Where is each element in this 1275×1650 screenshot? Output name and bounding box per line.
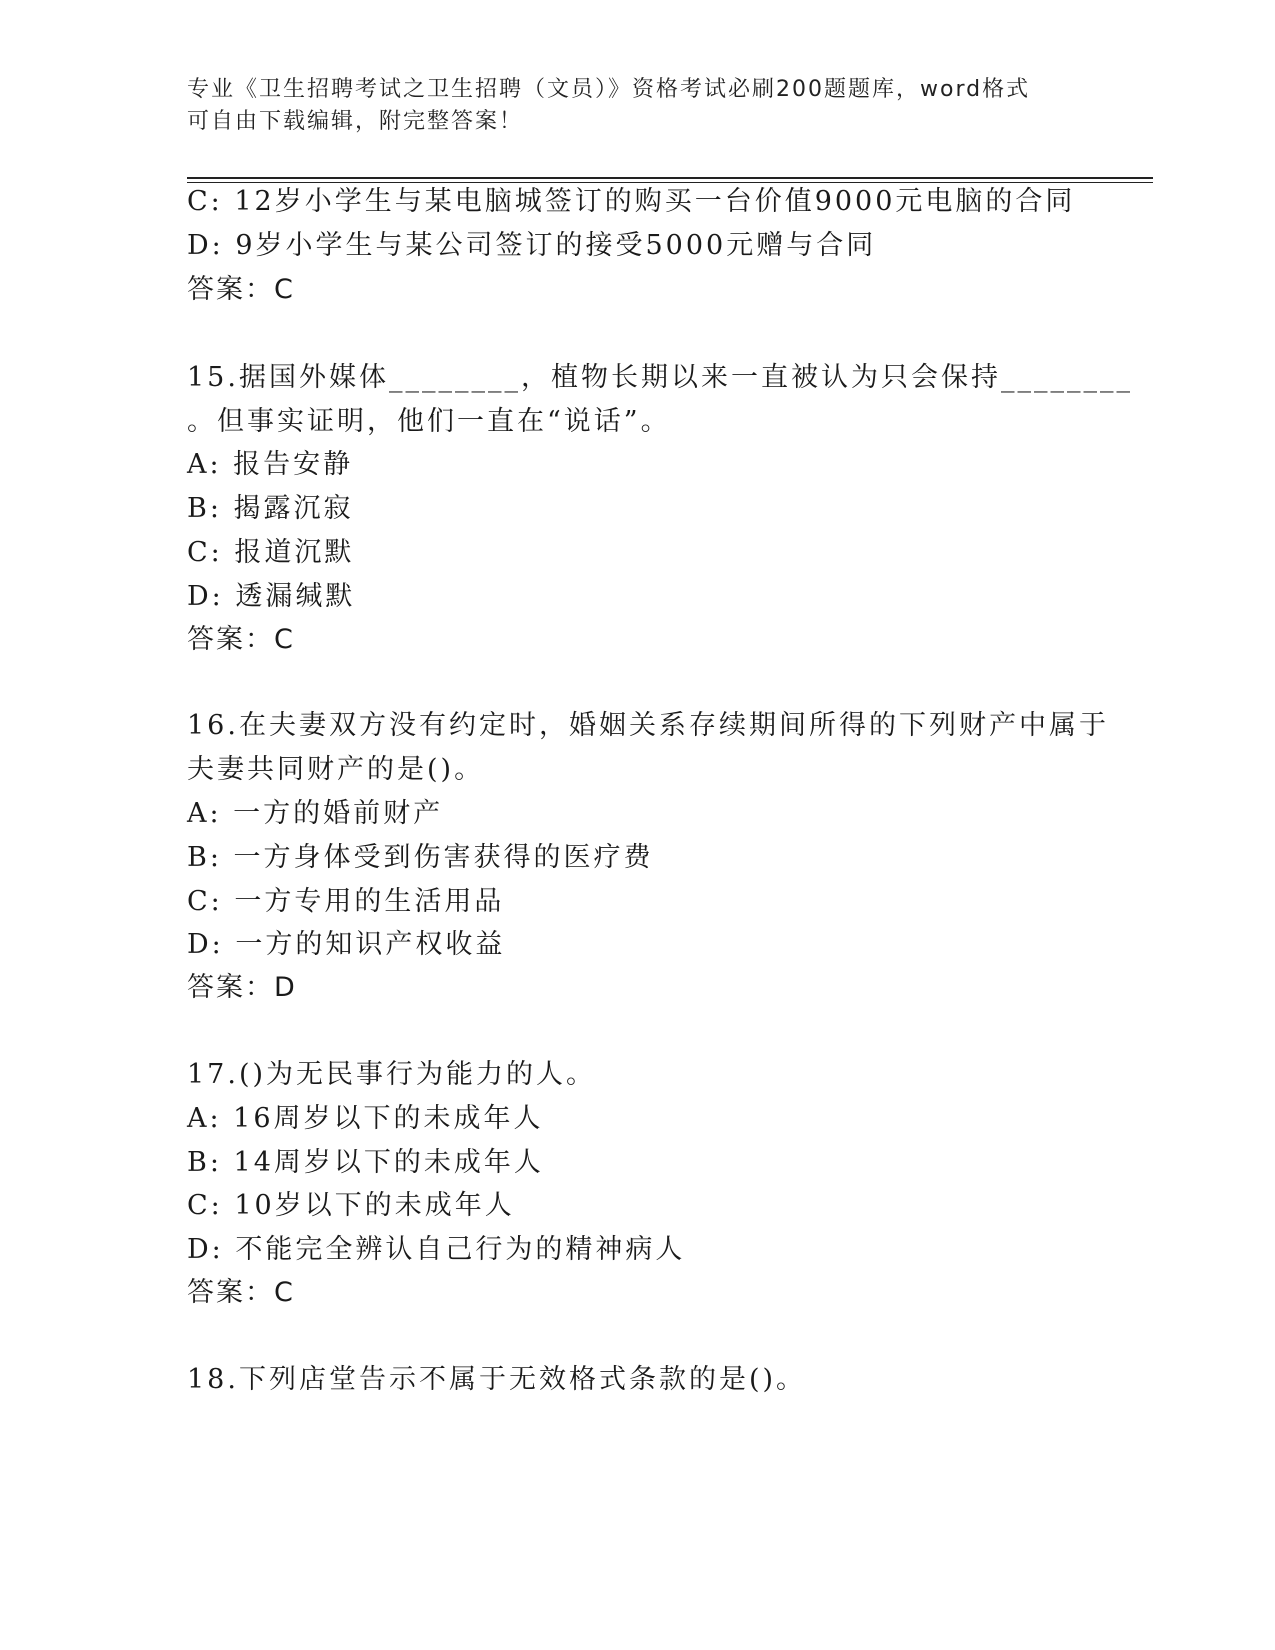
option-b: B: 一方身体受到伤害获得的医疗费 bbox=[187, 842, 654, 873]
option-c: C: 12岁小学生与某电脑城签订的购买一台价值9000元电脑的合同 bbox=[187, 186, 1076, 217]
answer: 答案：C bbox=[187, 624, 295, 655]
option-a: A: 报告安静 bbox=[187, 449, 354, 480]
option-c: C: 一方专用的生活用品 bbox=[187, 886, 505, 917]
option-d: D: 9岁小学生与某公司签订的接受5000元赠与合同 bbox=[187, 230, 877, 261]
option-b: B: 揭露沉寂 bbox=[187, 493, 354, 524]
question-stem-continued: 夫妻共同财产的是()。 bbox=[187, 754, 485, 785]
answer: 答案：C bbox=[187, 1277, 295, 1308]
header-title-line-2: 可自由下载编辑，附完整答案！ bbox=[187, 109, 524, 134]
question-stem: 16.在夫妻双方没有约定时，婚姻关系存续期间所得的下列财产中属于 bbox=[187, 710, 1109, 741]
question-stem: 15.据国外媒体________，植物长期以来一直被认为只会保持________ bbox=[187, 362, 1133, 393]
page-header bbox=[187, 74, 1087, 138]
question-stem: 18.下列店堂告示不属于无效格式条款的是()。 bbox=[187, 1364, 807, 1395]
option-c: C: 10岁以下的未成年人 bbox=[187, 1190, 515, 1221]
question-stem: 17.()为无民事行为能力的人。 bbox=[187, 1059, 597, 1090]
header-divider bbox=[187, 177, 1153, 183]
option-c: C: 报道沉默 bbox=[187, 537, 355, 568]
answer: 答案：C bbox=[187, 274, 295, 305]
option-a: A: 16周岁以下的未成年人 bbox=[187, 1103, 544, 1134]
option-b: B: 14周岁以下的未成年人 bbox=[187, 1147, 544, 1178]
option-d: D: 不能完全辨认自己行为的精神病人 bbox=[187, 1234, 686, 1265]
question-stem-continued: 。但事实证明，他们一直在“说话”。 bbox=[187, 406, 671, 437]
option-a: A: 一方的婚前财产 bbox=[187, 798, 444, 829]
option-d: D: 透漏缄默 bbox=[187, 581, 356, 612]
answer: 答案：D bbox=[187, 972, 297, 1003]
option-d: D: 一方的知识产权收益 bbox=[187, 929, 506, 960]
header-title-line-1: 专业《卫生招聘考试之卫生招聘（文员）》资格考试必刷200题题库，word格式 bbox=[187, 77, 1031, 102]
